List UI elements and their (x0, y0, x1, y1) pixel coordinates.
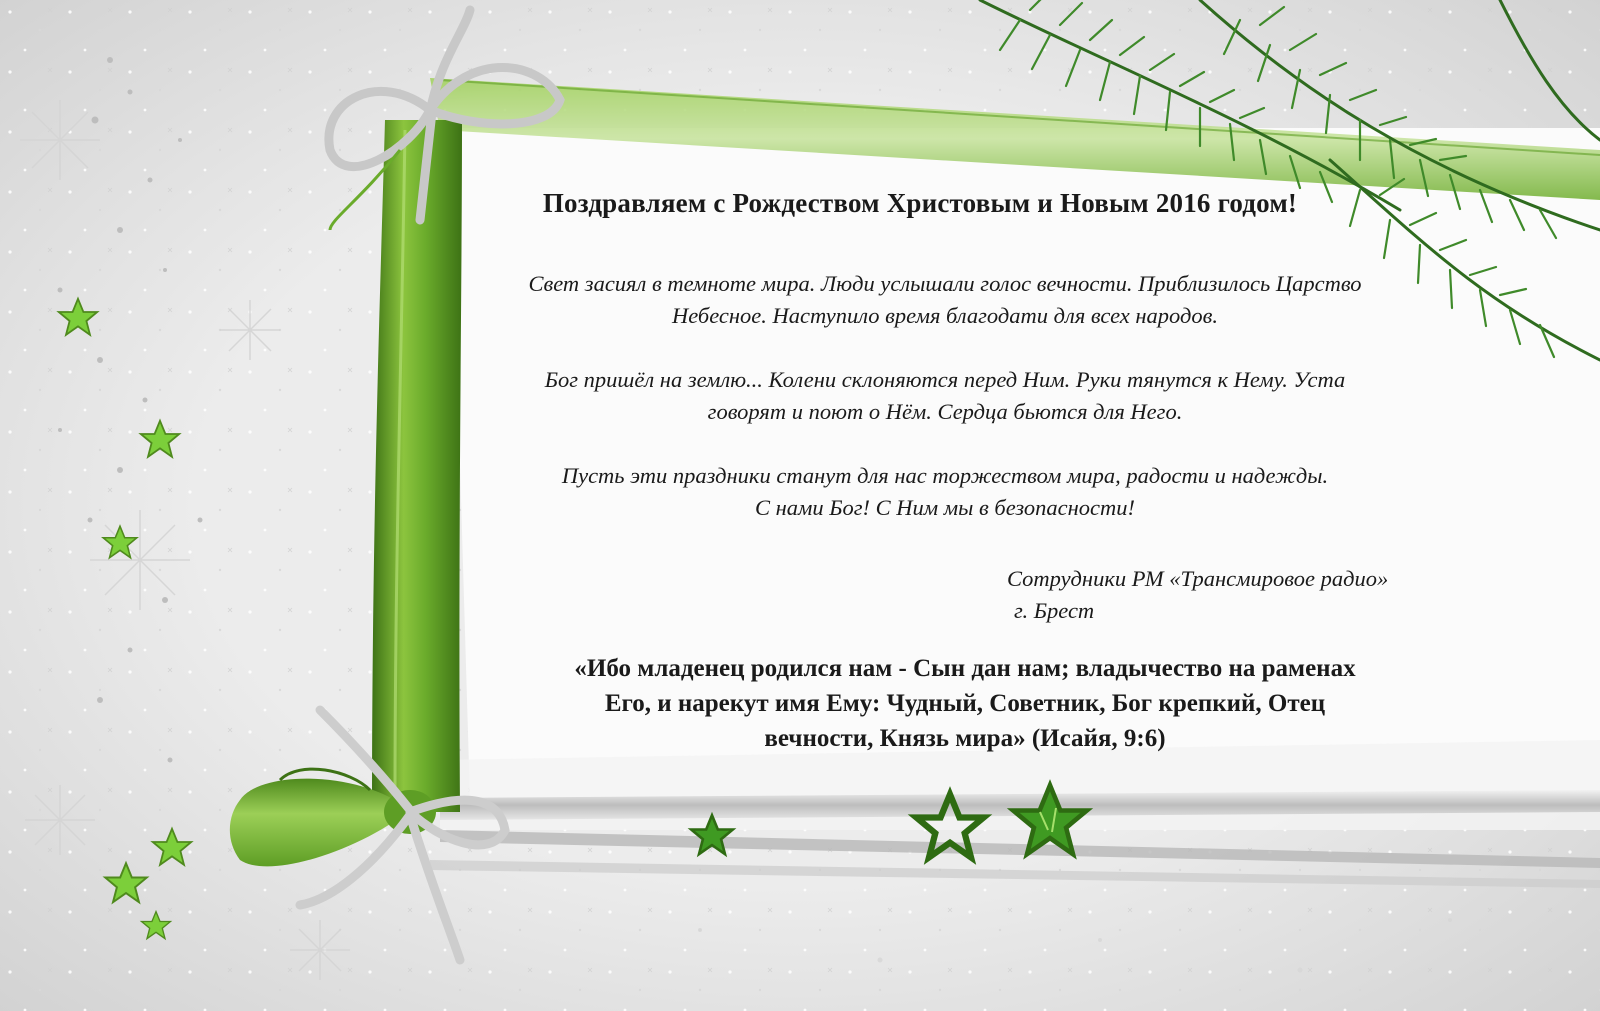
paragraph-1-line-2: Небесное. Наступило время благодати для всех народов. (671, 303, 1219, 328)
greeting-title: Поздравляем с Рождеством Христовым и Новым 2016 годом! (542, 188, 1298, 218)
quote-line-2: Его, и нарекут имя Ему: Чудный, Советник, Бог крепкий, Отец (604, 690, 1326, 717)
greeting-paragraph-3 (490, 460, 1400, 524)
signature-organization: Сотрудники РМ «Трансмировое радио» (1007, 566, 1389, 591)
paragraph-3-line-2: С нами Бог! С Ним мы в безопасности! (754, 495, 1136, 520)
paragraph-2-line-2: говорят и поют о Нём. Сердца бьются для Него. (707, 399, 1183, 424)
paragraph-2-line-1: Бог пришёл на землю... Колени склоняются перед Ним. Руки тянутся к Нему. Уста (544, 367, 1346, 392)
greeting-paragraph-1 (490, 268, 1400, 332)
greeting-paragraph-2 (490, 364, 1400, 428)
scripture-quote (500, 651, 1430, 756)
quote-line-1: «Ибо младенец родился нам - Сын дан нам; владычество на раменах (574, 655, 1356, 682)
signature-city: г. Брест (1014, 598, 1095, 623)
paragraph-1-line-1: Свет засиял в темноте мира. Люди услышали голос вечности. Приблизилось Царство (528, 271, 1362, 296)
paragraph-3-line-1: Пусть эти праздники станут для нас торжеством мира, радости и надежды. (561, 463, 1329, 488)
quote-line-3: вечности, Князь мира» (Исайя, 9:6) (764, 725, 1166, 752)
